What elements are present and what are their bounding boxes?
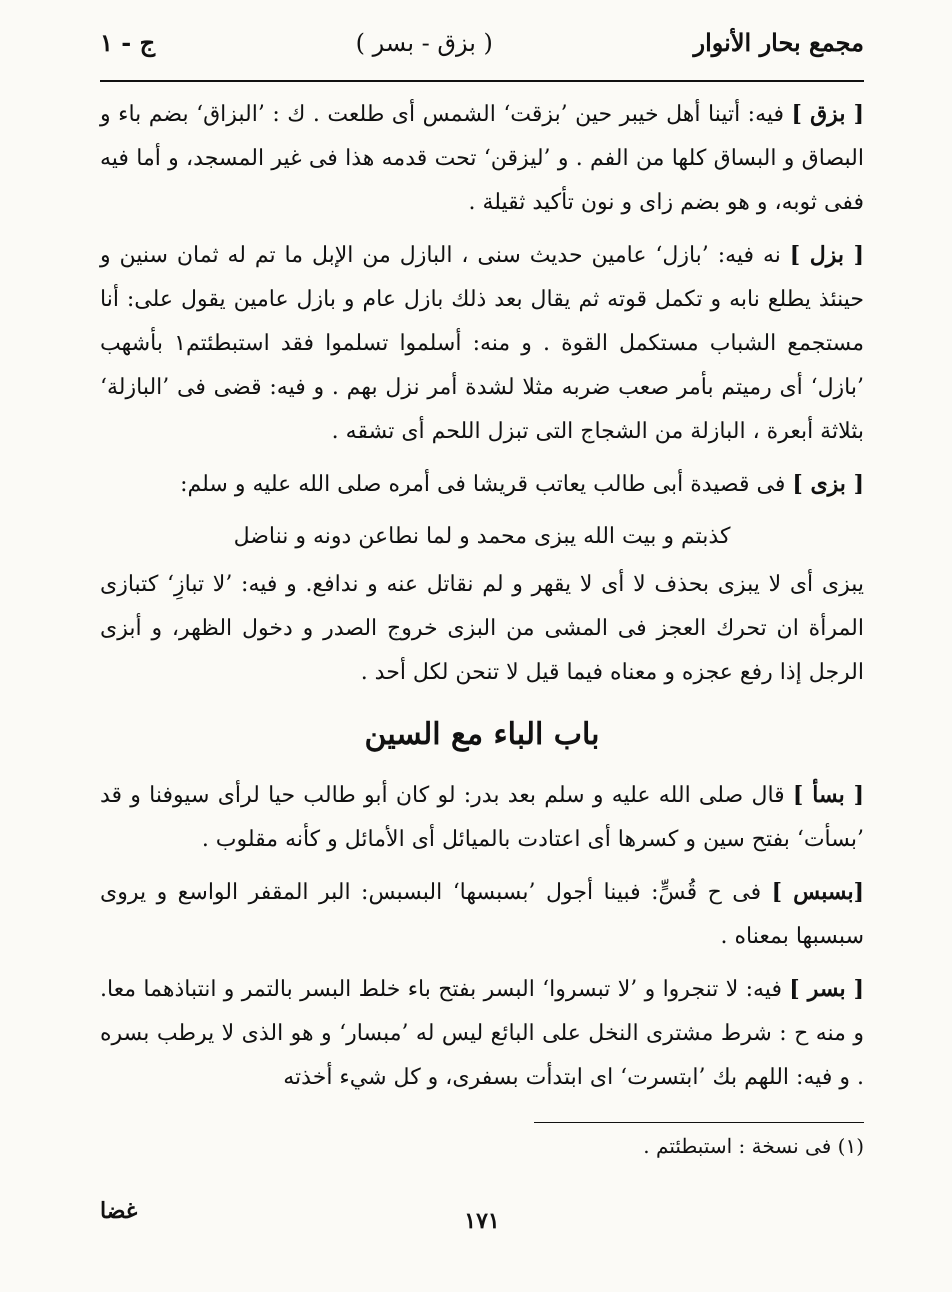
entry-range: ( بزق - بسر ) <box>355 29 493 57</box>
header-rule <box>100 80 864 82</box>
entry-text: فيه: لا تنجروا و ’لا تبسروا‘ البسر بفتح باء خلط البسر بالتمر و انتباذهما معا. و منه ح : شرط مشترى النخل على البائع ليس له ’مبسار‘ و هو الذى لا يرطب بسره . و فيه: اللهم بك ’ابتسرت‘ اى ابتدأت بسفرى، و كل شيء أخذته <box>100 977 864 1090</box>
page-number: ١٧١ <box>464 1208 500 1234</box>
footnote-rule <box>534 1122 864 1123</box>
entry-headword: [بسبس ] <box>771 879 864 905</box>
footnote: (١) فى نسخة : استبطئتم . <box>643 1134 864 1158</box>
entry-bsa <box>100 773 864 862</box>
volume-number: ج - ١ <box>100 28 156 57</box>
entry-headword: [ بزل ] <box>789 242 864 268</box>
chapter-title: باب الباء مع السين <box>364 717 600 752</box>
page-footer <box>100 1198 864 1234</box>
book-title: مجمع بحار الأنوار <box>693 28 864 57</box>
entry-headword: [ بسأ ] <box>792 782 865 808</box>
main-text <box>100 92 864 1161</box>
entry-text: فى ح قُسٍّ: فبينا أجول ’بسبسها‘ البسبس: البر المقفر الواسع و يروى سبسبها بمعناه . <box>100 880 864 949</box>
entry-bzy <box>100 462 864 507</box>
poetry-verse: كذبتم و بيت الله يبزى محمد و لما نطاعن دونه و نناضل <box>233 524 731 549</box>
entry-headword: [ بزق ] <box>791 101 864 127</box>
entry-bzl <box>100 233 864 454</box>
catchword: غضا <box>100 1198 138 1224</box>
entry-text: قال صلى الله عليه و سلم بعد بدر: لو كان أبو طالب حيا لرأى سيوفنا و قد ’بسأت‘ بفتح سين و كسرها أى اعتادت بالميائل أى الأمائل و كأنه مقلوب . <box>100 783 864 852</box>
entry-text: فيه: أتينا أهل خيبر حين ’بزقت‘ الشمس أى طلعت . ك : ’البزاق‘ بضم باء و البصاق و البساق كلها من الفم . و ’ليزقن‘ تحت قدمه هذا فى غير المسجد، و أما فيه ففى ثوبه، و هو بضم زاى و نون تأكيد ثقيلة . <box>100 102 864 215</box>
running-header <box>100 28 864 76</box>
entry-text: نه فيه: ’بازل‘ عامين حديث سنى ، البازل من الإبل ما تم له ثمان سنين و حينئذ يطلع نابه و تكمل قوته ثم يقال بعد ذلك بازل عام و بازل عامين يقول على: أنا مستجمع الشباب مستكمل القوة . و منه: أسلموا تسلموا فقد استبطئتم١ بأشهب ’بازل‘ أى رميتم بأمر صعب ضربه مثلا لشدة أمر نزل بهم . و فيه: قضى فى ’البازلة‘ بثلاثة أبعرة ، البازلة من الشجاج التى تبزل اللحم أى تشقه . <box>100 243 864 444</box>
entry-bsbs <box>100 870 864 959</box>
entry-text: فى قصيدة أبى طالب يعاتب قريشا فى أمره صلى الله عليه و سلم: <box>180 472 786 497</box>
entry-bzq <box>100 92 864 225</box>
entry-bzy-continued: يبزى أى لا يبزى بحذف لا أى لا يقهر و لم نقاتل عنه و ندافع. و فيه: ’لا تبازِ‘ كتبازى المرأة ان تحرك العجز فى المشى من البزى خروج الصدر و دخول الظهر، و أبزى الرجل إذا رفع عجزه و معناه فيما قيل لا تنحن لكل أحد . <box>100 572 864 685</box>
entry-bsr <box>100 967 864 1100</box>
entry-headword: [ بزى ] <box>792 471 864 497</box>
entry-headword: [ بسر ] <box>789 976 864 1002</box>
